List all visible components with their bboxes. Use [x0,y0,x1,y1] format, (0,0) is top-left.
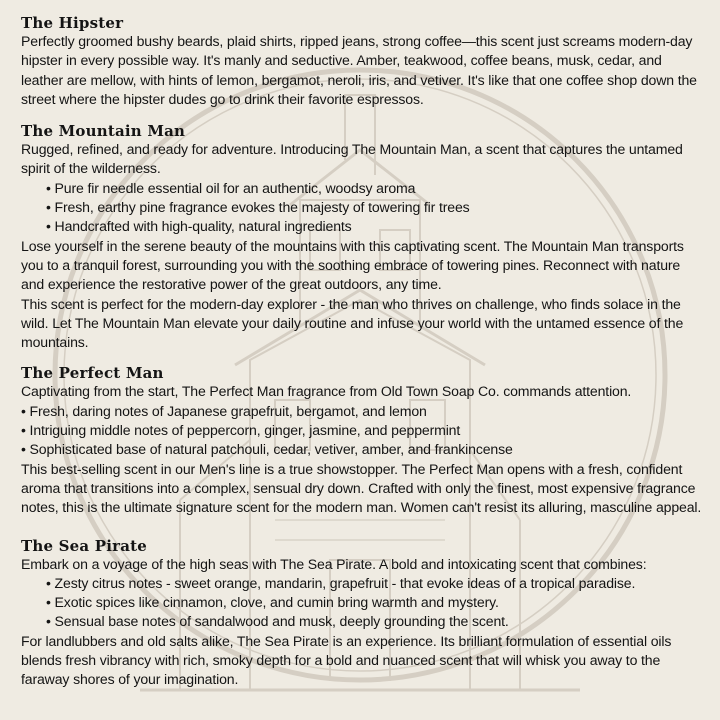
section-the-mountain-man [21,122,702,352]
section-the-hipster [21,14,702,109]
list-item: • Exotic spices like cinnamon, clove, and cumin bring warmth and mystery. [46,594,499,611]
section-paragraph: This scent is perfect for the modern-day explorer - the man who thrives on challenge, who finds solace in the wild. Let The Mountain Man elevate your daily routine and infuse your world with the untamed essence of the mountains. [21,295,684,351]
section-title: The Perfect Man [21,364,164,383]
list-item: • Fresh, daring notes of Japanese grapefruit, bergamot, and lemon [21,402,427,419]
list-item: • Pure fir needle essential oil for an authentic, woodsy aroma [46,179,416,196]
list-item: • Intriguing middle notes of peppercorn, ginger, jasmine, and peppermint [21,422,461,439]
section-intro: Embark on a voyage of the high seas with The Sea Pirate. A bold and intoxicating scent that combines: [21,555,647,572]
section-paragraph: This best-selling scent in our Men's line is a true showstopper. The Perfect Man opens with a fresh, confident aroma that transitions into a complex, sensual dry down. Crafted with only the finest, most expensive fragrance notes, this is the ultimate signature scent for the modern man. Women can't resist its alluring, masculine appeal. [21,460,702,516]
bullet-list [21,179,702,237]
list-item: • Sensual base notes of sandalwood and musk, deeply grounding the scent. [46,613,509,630]
section-paragraph: Lose yourself in the serene beauty of the mountains with this captivating scent. The Mountain Man transports you to a tranquil forest, surrounding you with the soothing embrace of towering pines. Reconnect with nature and experience the restorative power of the great outdoors, any time. [21,237,684,293]
bullet-list [21,574,702,632]
section-title: The Sea Pirate [21,536,148,555]
bullet-list [21,402,702,460]
section-the-sea-pirate [21,537,702,690]
section-description: Perfectly groomed bushy beards, plaid shirts, ripped jeans, strong coffee—this scent just screams modern-day hipster in every possible way. It's manly and seductive. Amber, teakwood, coffee beans, musk, cedar, and leather are mellow, with hints of lemon, bergamot, neroli, iris, and vetiver. It's like that one coffee shop down the street where the hipster dudes go to drink their favorite espressos. [21,33,697,107]
section-title: The Hipster [21,14,124,32]
section-intro: Rugged, refined, and ready for adventure. Introducing The Mountain Man, a scent that captures the untamed spirit of the wilderness. [21,141,683,177]
section-title: The Mountain Man [21,122,186,141]
list-item: • Sophisticated base of natural patchouli, cedar, vetiver, amber, and frankincense [21,441,513,458]
list-item: • Zesty citrus notes - sweet orange, mandarin, grapefruit - that evoke ideas of a tropical paradise. [46,574,636,591]
section-paragraph: For landlubbers and old salts alike, The Sea Pirate is an experience. Its brilliant formulation of essential oils blends fresh vibrancy with rich, smoky depth for a bold and nuanced scent that will whisk you away to the faraway shores of your imagination. [21,632,672,688]
list-item: • Handcrafted with high-quality, natural ingredients [46,218,352,235]
section-intro: Captivating from the start, The Perfect Man fragrance from Old Town Soap Co. commands attention. [21,383,632,400]
section-the-perfect-man [21,364,702,517]
list-item: • Fresh, earthy pine fragrance evokes the majesty of towering fir trees [46,199,470,216]
